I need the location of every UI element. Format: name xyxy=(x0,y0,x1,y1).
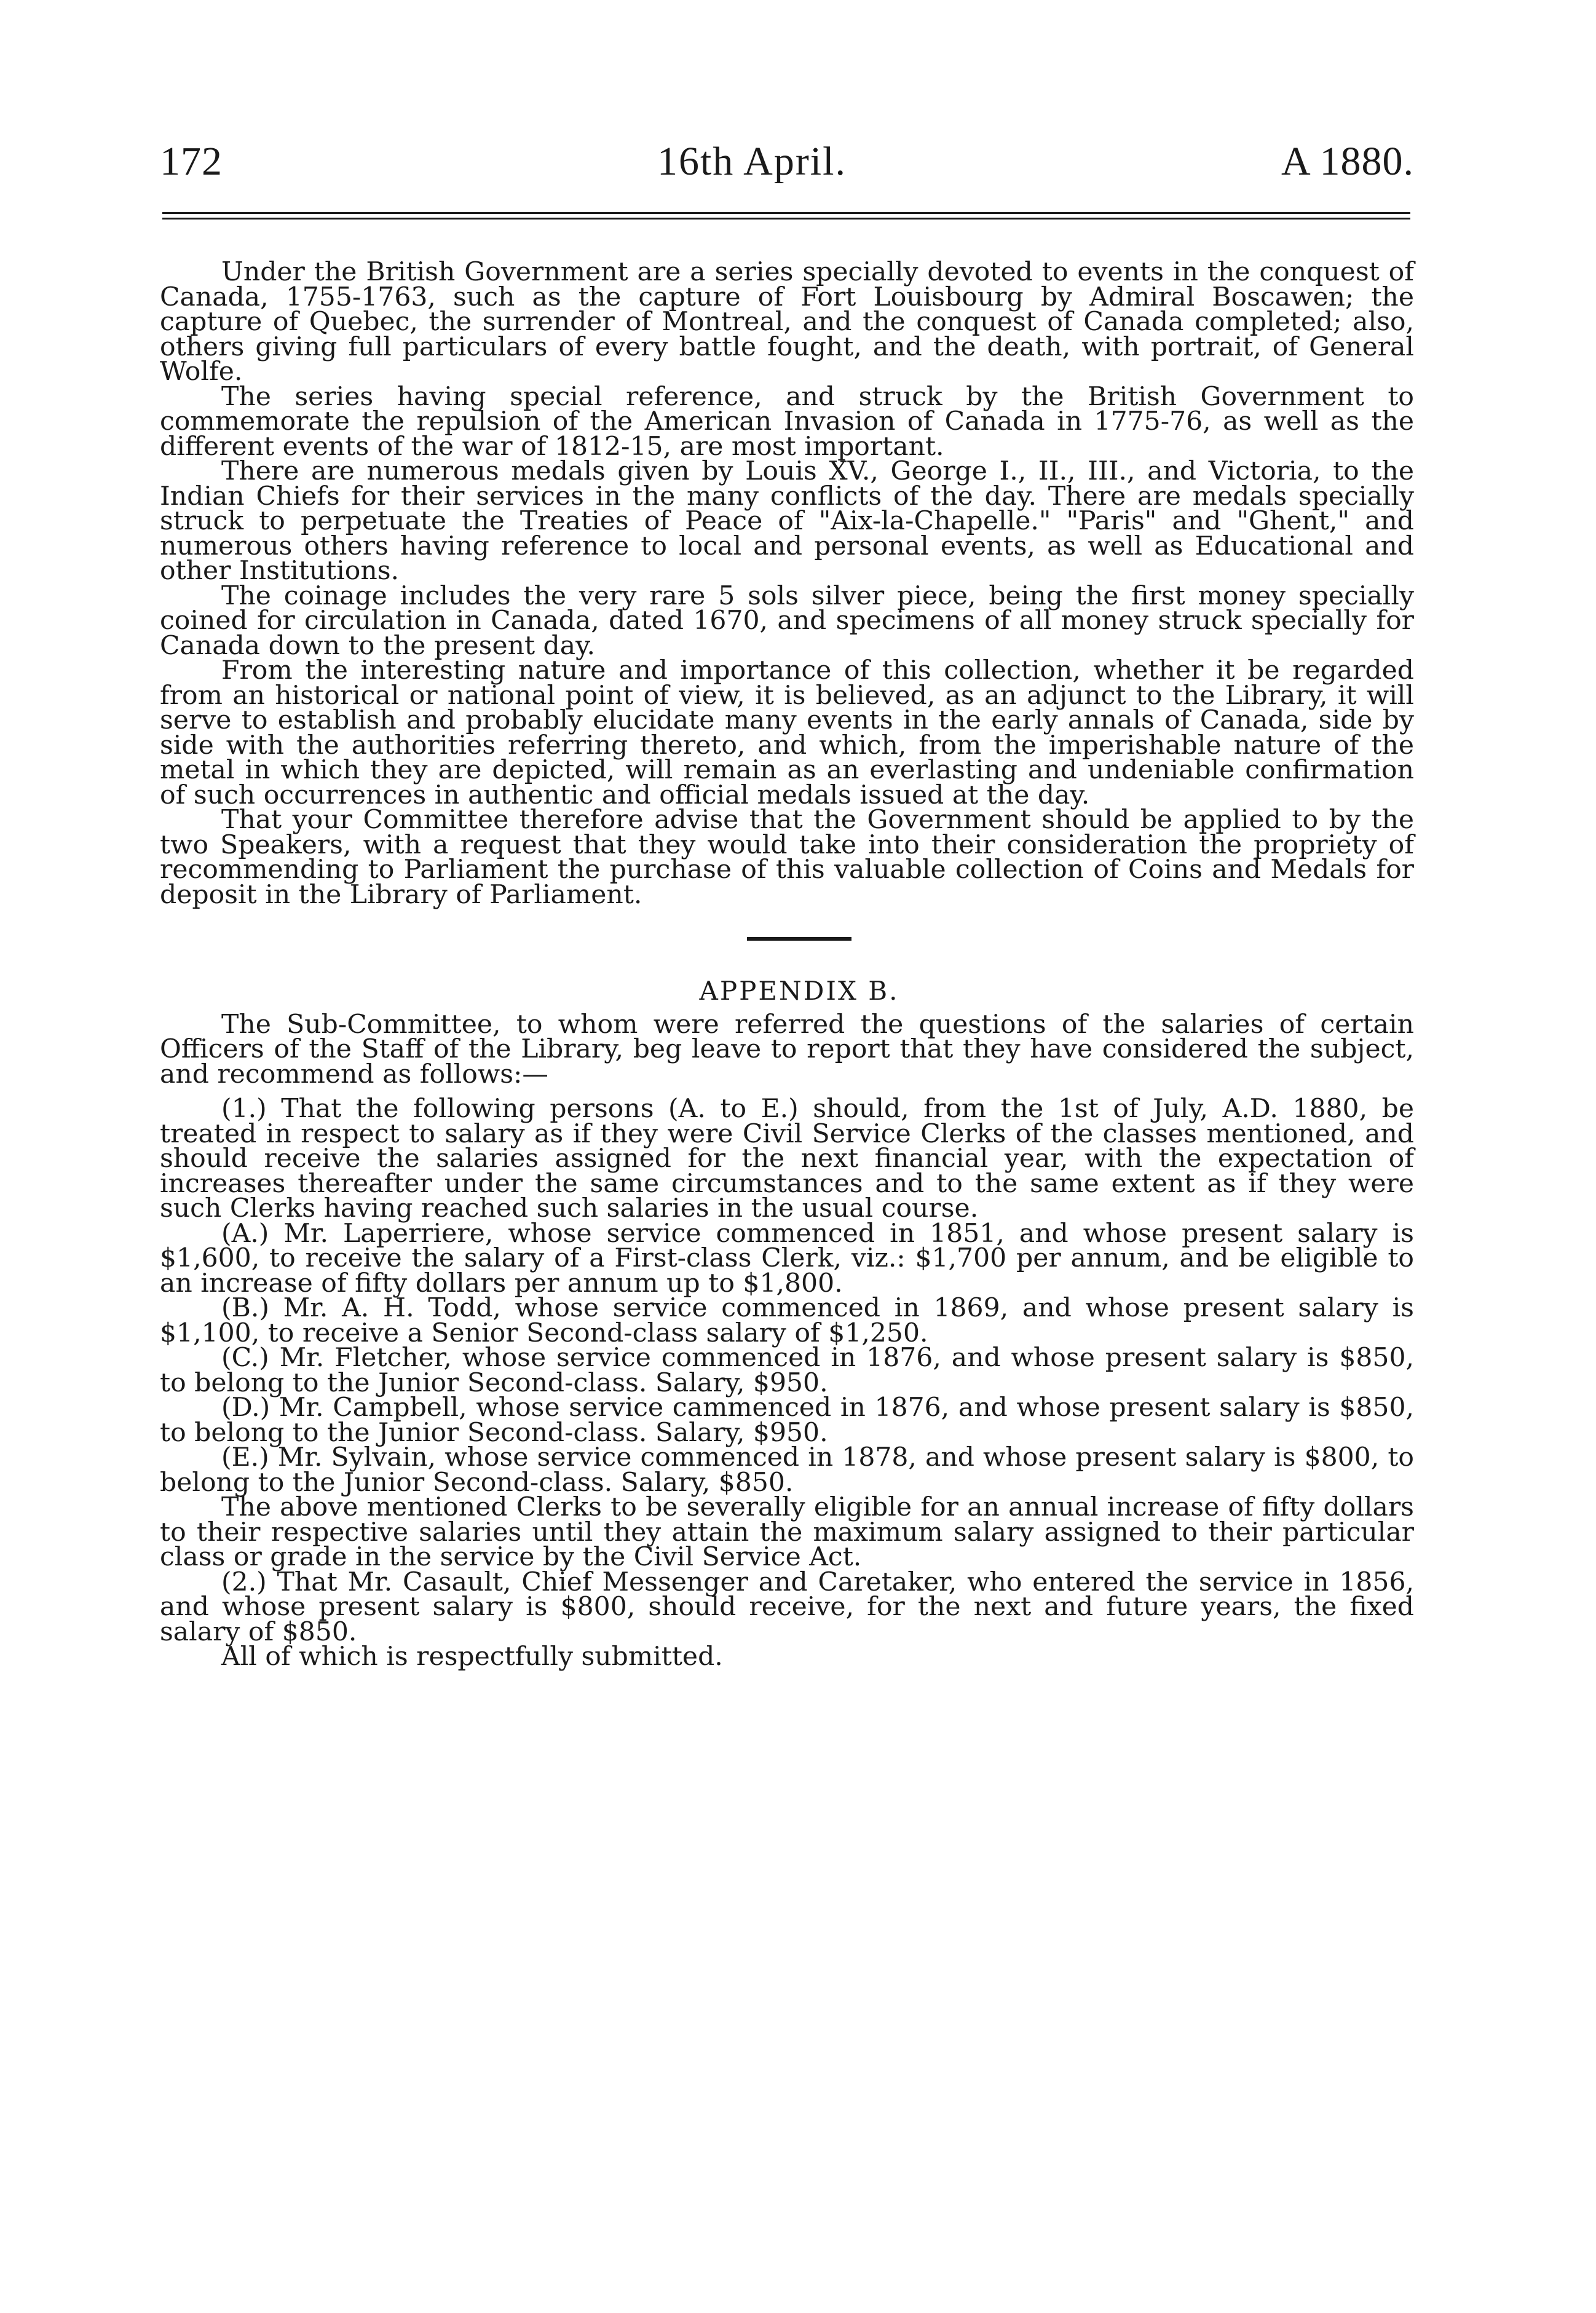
header-year: A 1880. xyxy=(1281,139,1414,184)
appendix-paragraph: (A.) Mr. Laperriere, whose service commenced in 1851, and whose present salary is $1,600, to receive the salary of a First-class Clerk, viz.: $1,700 per annum, and be eligible to an increase of fifty dollars per annum up to $1,800. xyxy=(160,1218,1414,1299)
appendix-paragraph: (2.) That Mr. Casault, Chief Messenger and Caretaker, who entered the service in 1856, and whose present salary is $800, should receive, for the next and future years, the fixed salary of $850. xyxy=(160,1567,1414,1647)
section-divider xyxy=(747,937,851,941)
appendix-paragraph: (E.) Mr. Sylvain, whose service commenced in 1878, and whose present salary is $800, to belong to the Junior Second-class. Salary, $850. xyxy=(160,1442,1414,1498)
document-page xyxy=(160,138,1414,1670)
header-double-rule xyxy=(162,212,1410,219)
appendix-intro: The Sub-Committee, to whom were referred the questions of the salaries of certain Officers of the Staff of the Library, beg leave to report that they have considered the subject, and recommend as follows:— xyxy=(160,1009,1414,1089)
page-header xyxy=(160,138,1414,200)
paragraph: Under the British Government are a series specially devoted to events in the conquest of Canada, 1755-1763, such as the capture of Fort Louisbourg by Admiral Boscawen; the capture of Quebec, the surrender of Montreal, and the conquest of Canada completed; also, others giving full particulars of every battle fought, and the death, with portrait, of General Wolfe. xyxy=(160,257,1414,387)
paragraph: From the interesting nature and importance of this collection, whether it be regarded from an historical or national point of view, it is believed, as an adjunct to the Library, it will serve to establish and probably elucidate many events in the early annals of Canada, side by side with the authorities referring thereto, and which, from the imperishable nature of the metal in which they are depicted, will remain as an everlasting and undeniable confirmation of such occurrences in authentic and official medals issued at the day. xyxy=(160,655,1414,810)
page-number: 172 xyxy=(160,139,223,184)
paragraph: The series having special reference, and struck by the British Government to commemorate the repulsion of the American Invasion of Canada in 1775-76, as well as the different events of the war of 1812-15, are most important. xyxy=(160,381,1414,462)
appendix-paragraph: The above mentioned Clerks to be severally eligible for an annual increase of fifty dollars to their respective salaries until they attain the maximum salary assigned to their particular class or grade in the service by the Civil Service Act. xyxy=(160,1492,1414,1572)
appendix-paragraph: (C.) Mr. Fletcher, whose service commenced in 1876, and whose present salary is $850, to belong to the Junior Second-class. Salary, $950. xyxy=(160,1343,1414,1398)
report-body xyxy=(160,257,1414,1672)
paragraph: The coinage includes the very rare 5 sols silver piece, being the first money specially coined for circulation in Canada, dated 1670, and specimens of all money struck specially for Canada down to the present day. xyxy=(160,580,1414,661)
appendix-paragraph: (1.) That the following persons (A. to E.) should, from the 1st of July, A.D. 1880, be treated in respect to salary as if they were Civil Service Clerks of the classes mentioned, and should receive the salaries assigned for the next financial year, with the expectation of increases thereafter under the same circumstances and to the same extent as if they were such Clerks having reached such salaries in the usual course. xyxy=(160,1094,1414,1224)
header-date: 16th April. xyxy=(657,139,847,184)
appendix-title: APPENDIX B. xyxy=(699,976,899,1006)
appendix-paragraph: (D.) Mr. Campbell, whose service cammenced in 1876, and whose present salary is $850, to belong to the Junior Second-class. Salary, $950. xyxy=(160,1393,1414,1448)
paragraph: That your Committee therefore advise that the Government should be applied to by the two Speakers, with a request that they would take into their consideration the propriety of recommending to Parliament the purchase of this valuable collection of Coins and Medals for deposit in the Library of Parliament. xyxy=(160,805,1414,910)
appendix-paragraph: (B.) Mr. A. H. Todd, whose service commenced in 1869, and whose present salary is $1,100, to receive a Senior Second-class salary of $1,250. xyxy=(160,1293,1414,1348)
appendix-closing: All of which is respectfully submitted. xyxy=(221,1642,723,1672)
paragraph: There are numerous medals given by Louis XV., George I., II., III., and Victoria, to the Indian Chiefs for their services in the many conflicts of the day. There are medals specially struck to perpetuate the Treaties of Peace of "Aix-la-Chapelle." "Paris" and "Ghent," and numerous others having reference to local and personal events, as well as Educational and other Institutions. xyxy=(160,456,1414,586)
